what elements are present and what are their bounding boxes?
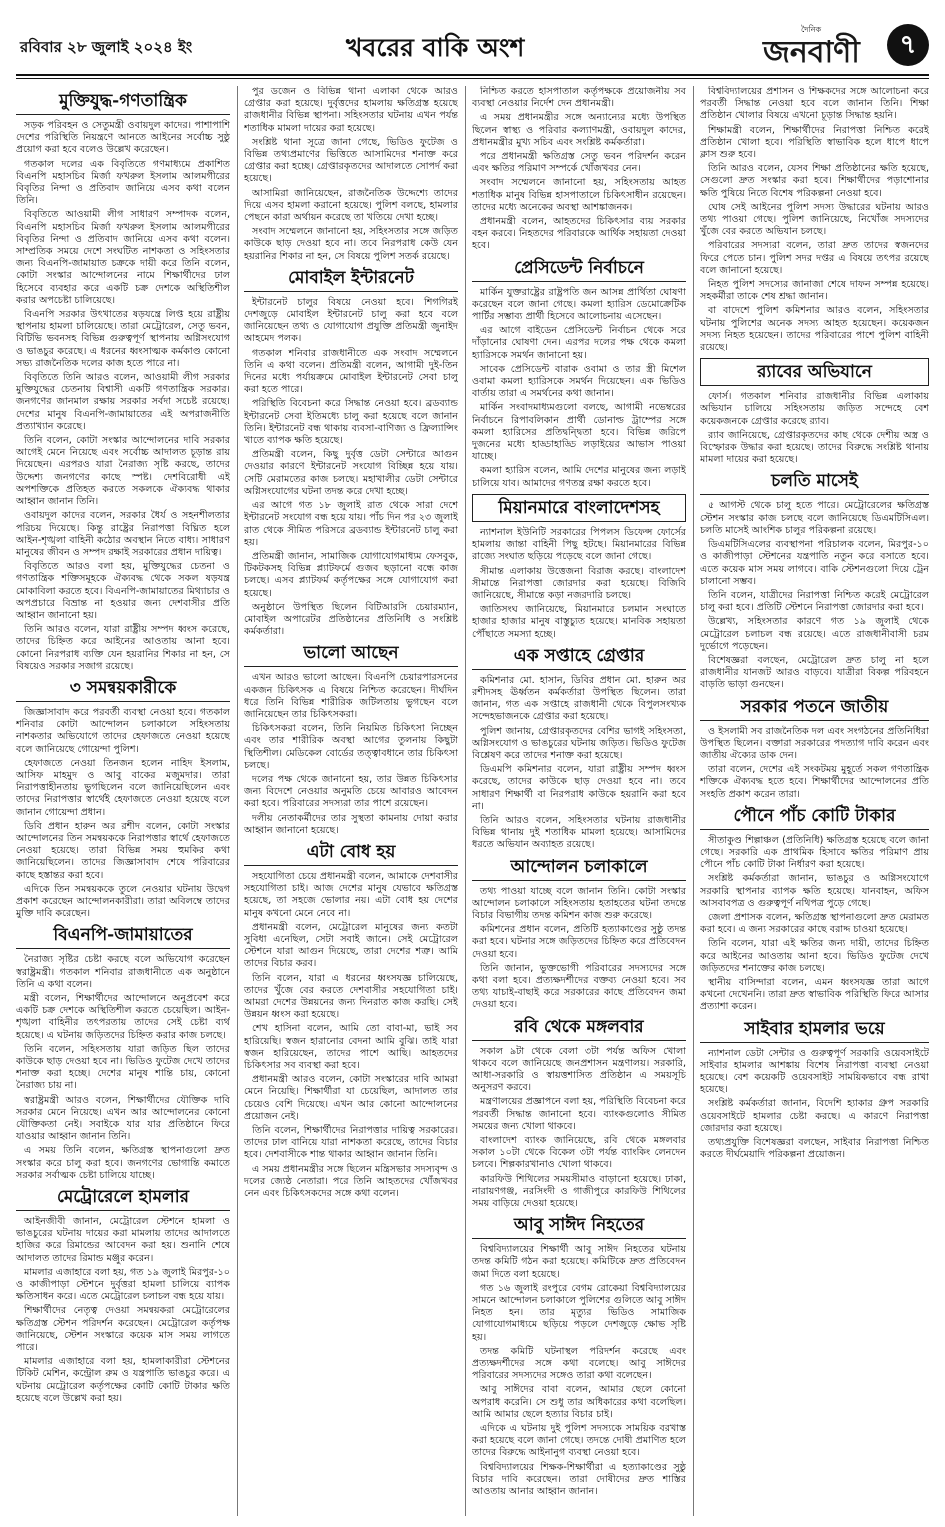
article-paragraph: তিনি আরও বলেন, যারা রাষ্ট্রীয় সম্পদ ধ্বংস করেছে, তাদের চিহ্নিত করে আইনের আওতায় আনা হবে। কোনো নিরপরাধ ব্যক্তি যেন হয়রানির শিকার না হন, সে বিষয়েও সরকার সজাগ রয়েছে। xyxy=(16,624,230,672)
article-paragraph: পরিস্থিতি বিবেচনা করে সিদ্ধান্ত নেওয়া হবে। ব্রডব্যান্ড ইন্টারনেট সেবা ইতিমধ্যে চালু করা হয়েছে বলে জানান তিনি। ইন্টারনেট বন্ধ থাকায় ব্যবসা-বাণিজ্য ও ফ্রিল্যান্সিং খাতে ব্যাপক ক্ষতি হয়েছে। xyxy=(244,398,458,447)
article-paragraph: এর আগে বাইডেন প্রেসিডেন্ট নির্বাচন থেকে সরে দাঁড়ানোর ঘোষণা দেন। এরপর দলের পক্ষ থেকে কমলা হ্যারিসকে সমর্থন জানানো হয়। xyxy=(472,325,686,361)
article xyxy=(700,202,929,304)
article-paragraph: সংশ্লিষ্ট থানা সূত্রে জানা গেছে, ভিডিও ফুটেজ ও বিভিন্ন তথ্যপ্রমাণের ভিত্তিতে আসামিদের শনাক্ত করে গ্রেপ্তার করা হচ্ছে। গ্রেপ্তারকৃতদের আদালতে সোপর্দ করা হয়েছে। xyxy=(244,136,458,185)
article-paragraph: উল্লেখ্য, সহিংসতার কারণে গত ১৯ জুলাই থেকে মেট্রোরেল চলাচল বন্ধ রয়েছে। এতে রাজধানীবাসী চরম দুর্ভোগে পড়েছেন। xyxy=(700,616,929,652)
article-paragraph: সড়ক পরিবহন ও সেতুমন্ত্রী ওবায়দুল কাদের। পাশাপাশি দেশের পরিস্থিতি নিয়ন্ত্রণে আনতে আইনের সর্বোচ্চ সুষ্ঠু প্রয়োগ করা হবে বলেও উল্লেখ করেছেন। xyxy=(16,120,230,156)
article-body xyxy=(700,500,929,691)
article-headline: মিয়ানমারে বাংলাদেশসহ xyxy=(472,494,686,522)
article-paragraph: সহযোগিতা চেয়ে প্রধানমন্ত্রী বলেন, আমাকে দেশবাসীর সহযোগিতা চাই। আজ দেশের মানুষ যেভাবে ক্ষতিগ্রস্ত হয়েছে, তা সহজে ভোলার নয়। এটা বোধ হয় দেশের মানুষ কখনো মেনে নেবে না। xyxy=(244,870,458,919)
logo-text: জনবাণী xyxy=(763,35,860,68)
article-paragraph: তিনি বলেন, যারা এই ক্ষতির জন্য দায়ী, তাদের চিহ্নিত করে আইনের আওতায় আনা হবে। ভিডিও ফুটেজ দেখে জড়িতদের শনাক্তের কাজ চলছে। xyxy=(700,938,929,974)
article xyxy=(700,805,929,1014)
article xyxy=(16,924,230,1182)
article-paragraph: গত ১৬ জুলাই রংপুরে বেগম রোকেয়া বিশ্ববিদ্যালয়ের সামনে আন্দোলন চলাকালে পুলিশের গুলিতে আবু সাঈদ নিহত হন। তার মৃত্যুর ভিডিও সামাজিক যোগাযোগমাধ্যমে ছড়িয়ে পড়লে দেশজুড়ে ক্ষোভ সৃষ্টি হয়। xyxy=(472,1282,686,1343)
article-paragraph: দলের পক্ষ থেকে জানানো হয়, তার উন্নত চিকিৎসার জন্য বিদেশে নেওয়ার অনুমতি চেয়ে আবারও আবেদন করা হবে। পরিবারের সদস্যরা তার পাশে রয়েছেন। xyxy=(244,773,458,810)
article-paragraph: স্বরাষ্ট্রমন্ত্রী আরও বলেন, শিক্ষার্থীদের যৌক্তিক দাবি সরকার মেনে নিয়েছে। এখন আর আন্দোলনের কোনো যৌক্তিকতা নেই। সবাইকে যার যার প্রতিষ্ঠানে ফিরে যাওয়ার আহ্বান জানান তিনি। xyxy=(16,1094,230,1143)
article-paragraph: সকাল ৯টা থেকে বেলা ৩টা পর্যন্ত অফিস খোলা থাকবে বলে জানিয়েছে জনপ্রশাসন মন্ত্রণালয়। সরকারি, আধা-সরকারি ও স্বায়ত্তশাসিত প্রতিষ্ঠান এ সময়সূচি অনুসরণ করবে। xyxy=(472,1045,686,1094)
masthead xyxy=(16,22,929,72)
article-body xyxy=(16,707,230,920)
article-paragraph: মামলার এজাহারে বলা হয়, গত ১৯ জুলাই মিরপুর-১০ ও কাজীপাড়া স্টেশনে দুর্বৃত্তরা হামলা চালিয়ে ব্যাপক ক্ষতিসাধন করে। এতে মেট্রোরেল চলাচল বন্ধ হয়ে যায়। xyxy=(16,1266,230,1303)
article-paragraph: নৈরাজ্য সৃষ্টির চেষ্টা করছে বলে অভিযোগ করেছেন স্বরাষ্ট্রমন্ত্রী। গতকাল শনিবার রাজধানীতে এক অনুষ্ঠানে তিনি এ কথা বলেন। xyxy=(16,954,230,990)
article-headline: র‍্যাবের অভিযানে xyxy=(700,358,929,386)
column-2 xyxy=(244,86,458,1516)
article-body xyxy=(472,1046,686,1211)
article-headline: চলতি মাসেই xyxy=(700,470,929,495)
article-paragraph: প্রতিমন্ত্রী জানান, সামাজিক যোগাযোগমাধ্যম ফেসবুক, টিকটকসহ বিভিন্ন প্ল্যাটফর্মে গুজব ছড়ানো বন্ধে কাজ চলছে। এসব প্ল্যাটফর্ম কর্তৃপক্ষের সঙ্গে যোগাযোগ করা হয়েছে। xyxy=(244,550,458,599)
article-paragraph: মার্কিন সংবাদমাধ্যমগুলো বলছে, আগামী নভেম্বরের নির্বাচনে রিপাবলিকান প্রার্থী ডোনাল্ড ট্রাম্পের সঙ্গে কমলা হ্যারিসের প্রতিদ্বন্দ্বিতা হবে। বিভিন্ন জরিপে দুজনের মধ্যে হাড্ডাহাড্ডি লড়াইয়ের আভাস পাওয়া যাচ্ছে। xyxy=(472,402,686,463)
article-headline: মোবাইল ইন্টারনেট xyxy=(244,267,458,292)
article-paragraph: এ সময় প্রধানমন্ত্রীর সঙ্গে অন্যান্যের মধ্যে উপস্থিত ছিলেন স্বাস্থ্য ও পরিবার কল্যাণমন্ত্রী, ওবায়দুল কাদের, প্রধানমন্ত্রীর মুখ্য সচিব এবং সংশ্লিষ্ট কর্মকর্তারা। xyxy=(472,112,686,148)
article-paragraph: তারা বলেন, দেশের এই সংকটময় মুহূর্তে সকল গণতান্ত্রিক শক্তিকে ঐক্যবদ্ধ হতে হবে। শিক্ষার্থীদের আন্দোলনের প্রতি সংহতি প্রকাশ করেন তারা। xyxy=(700,764,929,800)
article-paragraph: নিহত পুলিশ সদস্যের জানাজা শেষে দাফন সম্পন্ন হয়েছে। সহকর্মীরা তাকে শেষ শ্রদ্ধা জানান। xyxy=(700,279,929,303)
article-paragraph: গতকাল শনিবার রাজধানীতে এক সংবাদ সম্মেলনে তিনি এ কথা বলেন। প্রতিমন্ত্রী বলেন, আগামী দুই-তিন দিনের মধ্যে পর্যায়ক্রমে মোবাইল ইন্টারনেট সেবা চালু করা হতে পারে। xyxy=(244,347,458,396)
article xyxy=(472,856,686,1012)
article-body xyxy=(472,527,686,641)
logo-graphic xyxy=(761,22,881,68)
article-body xyxy=(244,297,458,638)
article xyxy=(472,1016,686,1211)
article-paragraph: সংশ্লিষ্ট কর্মকর্তারা জানান, ভাঙচুর ও অগ্নিসংযোগে সরকারি স্থাপনার ব্যাপক ক্ষতি হয়েছে। যানবাহন, অফিস আসবাবপত্র ও গুরুত্বপূর্ণ নথিপত্র পুড়ে গেছে। xyxy=(700,873,929,909)
article-paragraph: গতকাল দলের এক বিবৃতিতে গণমাধ্যমে প্রকাশিত বিএনপি মহাসচিব মির্জা ফখরুল ইসলাম আলমগীরের বিবৃতির নিন্দা ও প্রতিবাদ জানিয়ে এসব কথা বলেন তিনি। xyxy=(16,158,230,207)
article-paragraph: তিনি বলেন, যারা এ ধরনের ধ্বংসযজ্ঞ চালিয়েছে, তাদের খুঁজে বের করতে দেশবাসীর সহযোগিতা চাই। আমরা দেশের উন্নয়নের জন্য দিনরাত কাজ করছি। সেই উন্নয়ন ধ্বংস করা হয়েছে। xyxy=(244,972,458,1021)
article-body xyxy=(16,1216,230,1405)
article-paragraph: এখন আরও ভালো আছেন। বিএনপি চেয়ারপারসনের একজন চিকিৎসক এ বিষয়ে নিশ্চিত করেছেন। দীর্ঘদিন ধরে তিনি বিভিন্ন শারীরিক জটিলতায় ভুগছেন বলে জানিয়েছেন তার চিকিৎসকরা। xyxy=(244,672,458,720)
article-paragraph: আসামিরা জানিয়েছেন, রাজনৈতিক উদ্দেশ্যে তাদের দিয়ে এসব হামলা করানো হয়েছে। পুলিশ বলছে, হামলার পেছনে কারা অর্থায়ন করেছে তা খতিয়ে দেখা হচ্ছে। xyxy=(244,187,458,224)
article-body xyxy=(700,835,929,1014)
article-body xyxy=(472,886,686,1012)
article xyxy=(472,1214,686,1498)
article-headline: আবু সাঈদ নিহতের xyxy=(472,1214,686,1239)
article-paragraph: তদন্ত কমিটি ঘটনাস্থল পরিদর্শন করেছে এবং প্রত্যক্ষদর্শীদের সঙ্গে কথা বলেছে। আবু সাঈদের পরিবারের সদস্যদের সঙ্গেও তারা কথা বলেছেন। xyxy=(472,1345,686,1382)
article-paragraph: তিনি বলেন, শিক্ষার্থীদের নিরাপত্তার দায়িত্ব সরকারের। তাদের ঢাল বানিয়ে যারা নাশকতা করেছে, তাদের বিচার হবে। দেশবাসীকে শান্ত থাকার আহ্বান জানান তিনি। xyxy=(244,1125,458,1161)
article-paragraph: পুলিশ জানায়, গ্রেপ্তারকৃতদের বেশির ভাগই সহিংসতা, অগ্নিসংযোগ ও ভাঙচুরের ঘটনায় জড়িত। ভিডিও ফুটেজ বিশ্লেষণ করে তাদের শনাক্ত করা হয়েছে। xyxy=(472,725,686,761)
article-paragraph: কারফিউ শিথিলের সময়সীমাও বাড়ানো হয়েছে। ঢাকা, নারায়ণগঞ্জ, নরসিংদী ও গাজীপুরে কারফিউ শিথিলের সময় বাড়িয়ে দেওয়া হয়েছে। xyxy=(472,1173,686,1210)
article xyxy=(16,677,230,920)
article-paragraph: প্রতিমন্ত্রী বলেন, কিছু দুর্বৃত্ত ডেটা সেন্টারে আগুন দেওয়ার কারণে ইন্টারনেট সংযোগ বিচ্ছিন্ন হয়ে যায়। সেটি মেরামতের কাজ চলছে। মহাখালীর ডেটা সেন্টারে অগ্নিসংযোগের ঘটনা তদন্ত করে দেখা হচ্ছে। xyxy=(244,449,458,497)
article-paragraph: বা বাদেশে পুলিশ কমিশনার আরও বলেন, সহিংসতার ঘটনায় পুলিশের অনেক সদস্য আহত হয়েছেন। কয়েকজন সদস্য নিহত হয়েছেন। তাদের পরিবারের পাশে পুলিশ বাহিনী রয়েছে। xyxy=(700,305,929,354)
article xyxy=(472,177,686,252)
article-headline: ৩ সমন্বয়কারীকে xyxy=(16,677,230,702)
article-paragraph: কমলা হ্যারিস বলেন, আমি দেশের মানুষের জন্য লড়াই চালিয়ে যাব। আমাদের গণতন্ত্র রক্ষা করতে হবে। xyxy=(472,465,686,489)
article-paragraph: বিশ্ববিদ্যালয়ের প্রশাসন ও শিক্ষকদের সঙ্গে আলোচনা করে পরবর্তী সিদ্ধান্ত নেওয়া হবে বলে জানান তিনি। শিক্ষা প্রতিষ্ঠান খোলার বিষয়ে এখনো চূড়ান্ত সিদ্ধান্ত হয়নি। xyxy=(700,86,929,122)
article xyxy=(16,1186,230,1405)
article-paragraph: ন্যাশনাল ডেটা সেন্টার ও গুরুত্বপূর্ণ সরকারি ওয়েবসাইটে সাইবার হামলার আশঙ্কায় বিশেষ নিরাপত্তা ব্যবস্থা নেওয়া হয়েছে। বেশ কয়েকটি ওয়েবসাইট সাময়িকভাবে বন্ধ রাখা হয়েছে। xyxy=(700,1047,929,1096)
article xyxy=(244,267,458,638)
article-paragraph: ও ইসলামী সব রাজনৈতিক দল এবং সংগঠনের প্রতিনিধিরা উপস্থিত ছিলেন। বক্তারা সরকারের পদত্যাগ দাবি করেন এবং জাতীয় ঐক্যের ডাক দেন। xyxy=(700,725,929,761)
article-paragraph: ফোর্স। গতকাল শনিবার রাজধানীর বিভিন্ন এলাকায় অভিযান চালিয়ে সহিংসতায় জড়িত সন্দেহে বেশ কয়েকজনকে গ্রেপ্তার করেছে র‍্যাব। xyxy=(700,391,929,427)
column-divider xyxy=(465,86,466,1516)
article-headline: রবি থেকে মঙ্গলবার xyxy=(472,1016,686,1041)
article-headline: প্রেসিডেন্ট নির্বাচনে xyxy=(472,257,686,282)
article-paragraph: ডিএমপি কমিশনার বলেন, যারা রাষ্ট্রীয় সম্পদ ধ্বংস করেছে, তাদের কাউকে ছাড় দেওয়া হবে না। তবে সাধারণ শিক্ষার্থী বা নিরপরাধ কাউকে হয়রানি করা হবে না। xyxy=(472,764,686,812)
article-paragraph: তিনি জানান, ভুক্তভোগী পরিবারের সদস্যদের সঙ্গে কথা বলা হবে। প্রত্যক্ষদর্শীদের বক্তব্য নেওয়া হবে। সব তথ্য যাচাই-বাছাই করে সরকারের কাছে প্রতিবেদন জমা দেওয়া হবে। xyxy=(472,962,686,1011)
article-paragraph: বিএনপি সরকার উৎখাতের ষড়যন্ত্রে লিপ্ত হয়ে রাষ্ট্রীয় স্থাপনায় হামলা চালিয়েছে। তারা মেট্রোরেল, সেতু ভবন, বিটিভি ভবনসহ বিভিন্ন গুরুত্বপূর্ণ স্থাপনায় অগ্নিসংযোগ ও ভাঙচুর করেছে। এ ধরনের ধ্বংসাত্মক কর্মকাণ্ড কোনো সভ্য রাজনৈতিক দলের কাজ হতে পারে না। xyxy=(16,309,230,369)
newspaper-logo xyxy=(761,22,881,68)
article-paragraph: দলীয় নেতাকর্মীদের তার সুস্থতা কামনায় দোয়া করার আহ্বান জানানো হয়েছে। xyxy=(244,812,458,836)
article-paragraph: বিশেষজ্ঞরা বলছেন, মেট্রোরেল দ্রুত চালু না হলে রাজধানীর যানজট আরও বাড়বে। যাত্রীরা বিকল্প পরিবহনে বাড়তি ভাড়া গুনছেন। xyxy=(700,654,929,691)
article-paragraph: ডিএমটিসিএলের ব্যবস্থাপনা পরিচালক বলেন, মিরপুর-১০ ও কাজীপাড়া স্টেশনের যন্ত্রপাতি নতুন করে বসাতে হবে। এতে কয়েক মাস সময় লাগবে। বাকি স্টেশনগুলো দিয়ে ট্রেন চালানো সম্ভব। xyxy=(700,539,929,587)
article-body xyxy=(244,871,458,1200)
article-headline: সাইবার হামলার ভয়ে xyxy=(700,1018,929,1043)
article-paragraph: আবু সাঈদের বাবা বলেন, আমার ছেলে কোনো অপরাধ করেনি। সে শুধু তার অধিকারের কথা বলেছিল। আমি আমার ছেলে হত্যার বিচার চাই। xyxy=(472,1384,686,1420)
article-paragraph: মার্কিন যুক্তরাষ্ট্রের রাষ্ট্রপতি জন আসন্ন প্রার্থিতা ঘোষণা করেছেন বলে জানা গেছে। কমলা হ্যারিস ডেমোক্রেটিক পার্টির সম্ভাব্য প্রার্থী হিসেবে আলোচনায় এসেছেন। xyxy=(472,286,686,323)
article-paragraph: শিক্ষার্থীদের নেতৃত্ব দেওয়া সমন্বয়করা মেট্রোরেলের ক্ষতিগ্রস্ত স্টেশন পরিদর্শন করেছেন। মেট্রোরেল কর্তৃপক্ষ জানিয়েছে, স্টেশন সংস্কারে কয়েক মাস সময় লাগতে পারে। xyxy=(16,1305,230,1354)
column-divider xyxy=(237,86,238,1516)
article xyxy=(244,642,458,837)
column-4 xyxy=(700,86,929,1516)
article-paragraph: ঘোষ সেই আইনের পুলিশ সদস্য উদ্ধারের ঘটনায় আরও তথ্য পাওয়া গেছে। পুলিশ জানিয়েছে, নিখোঁজ সদস্যদের খুঁজে বের করতে অভিযান চলছে। xyxy=(700,201,929,238)
article-paragraph: প্রধানমন্ত্রী বলেন, আহতদের চিকিৎসার ব্যয় সরকার বহন করবে। নিহতদের পরিবারকে আর্থিক সহায়তা দেওয়া হবে। xyxy=(472,216,686,252)
article-headline: বিএনপি-জামায়াতের xyxy=(16,924,230,949)
column-3 xyxy=(472,86,686,1516)
article-paragraph: মন্ত্রণালয়ের প্রজ্ঞাপনে বলা হয়, পরিস্থিতি বিবেচনা করে পরবর্তী সিদ্ধান্ত জানানো হবে। ব্যাংকগুলোও সীমিত সময়ের জন্য খোলা থাকবে। xyxy=(472,1096,686,1132)
section-title: খবরের বাকি অংশ xyxy=(346,33,525,62)
column-1 xyxy=(16,86,230,1516)
article-paragraph: এর আগে গত ১৮ জুলাই রাত থেকে সারা দেশে ইন্টারনেট সংযোগ বন্ধ হয়ে যায়। পাঁচ দিন পর ২৩ জুলাই রাত থেকে সীমিত পরিসরে ব্রডব্যান্ড ইন্টারনেট চালু করা হয়। xyxy=(244,500,458,548)
article-paragraph: পুর ডজেন ও বিভিন্ন থানা এলাকা থেকে আরও গ্রেপ্তার করা হয়েছে। দুর্বৃত্তদের হামলায় ক্ষতিগ্রস্ত হয়েছে রাজধানীর বিভিন্ন স্থাপনা। সহিংসতার ঘটনায় এখন পর্যন্ত শতাধিক মামলা দায়ের করা হয়েছে। xyxy=(244,86,458,134)
article-headline: আন্দোলন চলাকালে xyxy=(472,856,686,881)
article xyxy=(700,470,929,691)
article-body xyxy=(472,675,686,852)
article-headline: এক সপ্তাহে গ্রেপ্তার xyxy=(472,645,686,670)
article xyxy=(472,86,686,175)
article-headline: পৌনে পাঁচ কোটি টাকার xyxy=(700,805,929,830)
article-body xyxy=(16,954,230,1182)
article-paragraph: র‍্যাব জানিয়েছে, গ্রেপ্তারকৃতদের কাছ থেকে দেশীয় অস্ত্র ও বিস্ফোরক উদ্ধার করা হয়েছে। তাদের বিরুদ্ধে সংশ্লিষ্ট থানায় মামলা দায়ের করা হয়েছে। xyxy=(700,429,929,466)
article xyxy=(244,841,458,1200)
article-paragraph: ওবায়দুল কাদের বলেন, সরকার ধৈর্য ও সহনশীলতার পরিচয় দিয়েছে। কিন্তু রাষ্ট্রের নিরাপত্তা বিঘ্নিত হলে আইন-শৃঙ্খলা বাহিনী কঠোর অবস্থান নিতে বাধ্য। সাধারণ মানুষের জীবন ও সম্পদ রক্ষাই সরকারের প্রধান দায়িত্ব। xyxy=(16,510,230,558)
article-paragraph: তিনি বলেন, যাত্রীদের নিরাপত্তা নিশ্চিত করেই মেট্রোরেল চালু করা হবে। প্রতিটি স্টেশনে নিরাপত্তা জোরদার করা হবে। xyxy=(700,589,929,614)
article-paragraph: তিনি আরও বলেন, যেসব শিক্ষা প্রতিষ্ঠানের ক্ষতি হয়েছে, সেগুলো দ্রুত সংস্কার করা হবে। শিক্ষার্থীদের পড়াশোনার ক্ষতি পুষিয়ে নিতে বিশেষ পরিকল্পনা নেওয়া হবে। xyxy=(700,163,929,199)
article-body xyxy=(700,202,929,304)
article-headline: এটা বোধ হয় xyxy=(244,841,458,866)
article-paragraph: তথ্য পাওয়া যাচ্ছে বলে জানান তিনি। কোটা সংস্কার আন্দোলন চলাকালে সহিংসতায় হতাহতের ঘটনা তদন্তে বিচার বিভাগীয় তদন্ত কমিশন কাজ শুরু করেছে। xyxy=(472,885,686,921)
masthead-rule-thin xyxy=(16,78,929,79)
article-paragraph: তিনি বলেন, সহিংসতায় যারা জড়িত ছিল তাদের কাউকে ছাড় দেওয়া হবে না। ভিডিও ফুটেজ দেখে তাদের শনাক্ত করা হচ্ছে। দেশের মানুষ শান্তি চায়, কোনো নৈরাজ্য চায় না। xyxy=(16,1043,230,1092)
article-body xyxy=(700,391,929,466)
article-paragraph: আইনজীবী জানান, মেট্রোরেল স্টেশনে হামলা ও ভাঙচুরের ঘটনায় দায়ের করা মামলায় তাদের আদালতে হাজির করে রিমান্ডের আবেদন করা হয়। শুনানি শেষে আদালত তাদের রিমান্ড মঞ্জুর করেন। xyxy=(16,1216,230,1264)
article-paragraph: তিনি আরও বলেন, সহিংসতার ঘটনায় রাজধানীর বিভিন্ন থানায় দুই শতাধিক মামলা হয়েছে। আসামিদের ধরতে অভিযান অব্যাহত রয়েছে। xyxy=(472,814,686,851)
article-paragraph: নিশ্চিত করতে হাসপাতাল কর্তৃপক্ষকে প্রয়োজনীয় সব ব্যবস্থা নেওয়ার নির্দেশ দেন প্রধানমন্ত্রী। xyxy=(472,86,686,110)
article-paragraph: সংবাদ সম্মেলনে জানানো হয়, সহিংসতার সঙ্গে জড়িত কাউকে ছাড় দেওয়া হবে না। তবে নিরপরাধ কেউ যেন হয়রানির শিকার না হন, সে বিষয়ে পুলিশ সতর্ক রয়েছে। xyxy=(244,226,458,262)
issue-date: রবিবার ২৮ জুলাই ২০২৪ ইং xyxy=(20,38,193,56)
article-paragraph: জিজ্ঞাসাবাদ করে পরবর্তী ব্যবস্থা নেওয়া হবে। গতকাল শনিবার কোটা আন্দোলন চলাকালে সহিংসতায় নাশকতার অভিযোগে তাদের হেফাজতে নেওয়া হয়েছে বলে জানিয়েছে গোয়েন্দা পুলিশ। xyxy=(16,706,230,755)
masthead-rule-thick xyxy=(16,74,929,76)
article-paragraph: চিকিৎসকরা বলেন, তিনি নিয়মিত চিকিৎসা নিচ্ছেন এবং তার শারীরিক অবস্থা আগের তুলনায় কিছুটা স্থিতিশীল। মেডিকেল বোর্ডের তত্ত্বাবধানে তার চিকিৎসা চলছে। xyxy=(244,723,458,771)
article-body xyxy=(700,305,929,354)
article-headline: সরকার পতনে জাতীয় xyxy=(700,696,929,721)
article-paragraph: প্রধানমন্ত্রী বলেন, মেট্রোরেল মানুষের জন্য কতটা সুবিধা এনেছিল, সেটা সবাই জানে। সেই মেট্রোরেল স্টেশনে যারা আগুন দিয়েছে, তারা দেশের শত্রু। আমি তাদের বিচার করব। xyxy=(244,921,458,970)
article-paragraph: পরিবারের সদস্যরা বলেন, তারা দ্রুত তাদের স্বজনদের ফিরে পেতে চান। পুলিশ সদর দপ্তর এ বিষয়ে তৎপর রয়েছে বলে জানানো হয়েছে। xyxy=(700,240,929,276)
article-body xyxy=(472,287,686,490)
article-body xyxy=(700,1048,929,1162)
article-body xyxy=(472,177,686,252)
article-paragraph: সংবাদ সম্মেলনে জানানো হয়, সহিংসতায় আহত শতাধিক মানুষ বিভিন্ন হাসপাতালে চিকিৎসাধীন রয়েছেন। তাদের মধ্যে অনেকের অবস্থা আশঙ্কাজনক। xyxy=(472,177,686,213)
article xyxy=(472,494,686,641)
article xyxy=(700,358,929,466)
article-paragraph: ন্যাশনাল ইউনিটি সরকারের পিপলস ডিফেন্স ফোর্সের হামলায় জান্তা বাহিনী পিছু হটছে। মিয়ানমারের বিভিন্ন রাজ্যে সংঘাত ছড়িয়ে পড়েছে বলে জানা গেছে। xyxy=(472,526,686,563)
article-body xyxy=(700,86,929,200)
article-paragraph: পরে প্রধানমন্ত্রী ক্ষতিগ্রস্ত সেতু ভবন পরিদর্শন করেন এবং ক্ষতির পরিমাণ সম্পর্কে খোঁজখবর নেন। xyxy=(472,151,686,175)
article-paragraph: হেফাজতে নেওয়া তিনজন হলেন নাহিদ ইসলাম, আসিফ মাহমুদ ও আবু বাকের মজুমদার। তারা নিরাপত্তাহীনতায় ভুগছিলেন বলে জানিয়েছিলেন এবং তাদের নিরাপত্তার স্বার্থেই হেফাজতে নেওয়া হয়েছে বলে জানান গোয়েন্দা প্রধান। xyxy=(16,757,230,818)
article xyxy=(244,86,458,263)
article-paragraph: বিবৃতিতে আওয়ামী লীগ সাধারণ সম্পাদক বলেন, বিএনপি মহাসচিব মির্জা ফখরুল ইসলাম আলমগীরের বিবৃতির নিন্দা ও প্রতিবাদ জানিয়ে এসব কথা বলেন। সাম্প্রতিক সময়ে দেশে সংঘটিত নাশকতা ও সহিংসতার জন্য বিএনপি-জামায়াত চক্রকে দায়ী করে তিনি বলেন, কোটা সংস্কার আন্দোলনের নামে শিক্ষার্থীদের ঢাল হিসেবে ব্যবহার করে একটি চক্র দেশকে অস্থিতিশীল করার অপচেষ্টা চালিয়েছে। xyxy=(16,209,230,306)
article-body xyxy=(472,86,686,175)
article-paragraph: মামলার এজাহারে বলা হয়, হামলাকারীরা স্টেশনের টিকিট মেশিন, কন্ট্রোল রুম ও যন্ত্রপাতি ভাঙচুর করে। এ ঘটনায় মেট্রোরেল কর্তৃপক্ষের কোটি কোটি টাকার ক্ষতি হয়েছে বলে উল্লেখ করা হয়। xyxy=(16,1356,230,1404)
article-body xyxy=(16,120,230,673)
article-body xyxy=(472,1244,686,1498)
article-paragraph: বাংলাদেশ ব্যাংক জানিয়েছে, রবি থেকে মঙ্গলবার সকাল ১০টা থেকে বিকেল ৩টা পর্যন্ত ব্যাংকিং লেনদেন চলবে। শিল্পকারখানাও খোলা থাকবে। xyxy=(472,1135,686,1171)
article-paragraph: বিশ্ববিদ্যালয়ের শিক্ষক-শিক্ষার্থীরা এ হত্যাকাণ্ডের সুষ্ঠু বিচার দাবি করেছেন। তারা দোষীদের দ্রুত শাস্তির আওতায় আনার আহ্বান জানান। xyxy=(472,1461,686,1498)
article-paragraph: সীমান্ত এলাকায় উত্তেজনা বিরাজ করছে। বাংলাদেশ সীমান্তে নিরাপত্তা জোরদার করা হয়েছে। বিজিবি জানিয়েছে, সীমান্তে কড়া নজরদারি চলছে। xyxy=(472,565,686,601)
article-paragraph: জেলা প্রশাসক বলেন, ক্ষতিগ্রস্ত স্থাপনাগুলো দ্রুত মেরামত করা হবে। এ জন্য সরকারের কাছে বরাদ্দ চাওয়া হয়েছে। xyxy=(700,911,929,936)
article-paragraph: মন্ত্রী বলেন, শিক্ষার্থীদের আন্দোলনে অনুপ্রবেশ করে একটি চক্র দেশকে অস্থিতিশীল করতে চেয়েছিল। আইন-শৃঙ্খলা বাহিনীর তৎপরতায় তাদের সেই চেষ্টা ব্যর্থ হয়েছে। এ ঘটনায় জড়িতদের চিহ্নিত করার কাজ চলছে। xyxy=(16,993,230,1041)
article-headline: ভালো আছেন xyxy=(244,642,458,667)
article-paragraph: কমিশনের প্রধান বলেন, প্রতিটি হত্যাকাণ্ডের সুষ্ঠু তদন্ত করা হবে। ঘটনার সঙ্গে জড়িতদের চিহ্নিত করে প্রতিবেদন দেওয়া হবে। xyxy=(472,924,686,960)
article-paragraph: এদিকে তিন সমন্বয়ককে তুলে নেওয়ার ঘটনায় উদ্বেগ প্রকাশ করেছেন আন্দোলনকারীরা। তারা অবিলম্বে তাদের মুক্তি দাবি করেছেন। xyxy=(16,883,230,920)
article-paragraph: স্থানীয় বাসিন্দারা বলেন, এমন ধ্বংসযজ্ঞ তারা আগে কখনো দেখেননি। তারা দ্রুত স্বাভাবিক পরিস্থিতি ফিরে আসার প্রত্যাশা করেন। xyxy=(700,976,929,1013)
article-paragraph: জাতিসংঘ জানিয়েছে, মিয়ানমারে চলমান সংঘাতে হাজার হাজার মানুষ বাস্তুচ্যুত হয়েছে। মানবিক সহায়তা পৌঁছাতে সমস্যা হচ্ছে। xyxy=(472,604,686,640)
article xyxy=(472,645,686,852)
article-paragraph: বিশ্ববিদ্যালয়ের শিক্ষার্থী আবু সাঈদ নিহতের ঘটনায় তদন্ত কমিটি গঠন করা হয়েছে। কমিটিকে দ্রুত প্রতিবেদন জমা দিতে বলা হয়েছে। xyxy=(472,1244,686,1280)
article-paragraph: এ সময় প্রধানমন্ত্রীর সঙ্গে ছিলেন মন্ত্রিসভার সদস্যবৃন্দ ও দলের জ্যেষ্ঠ নেতারা। পরে তিনি আহতদের খোঁজখবর নেন এবং চিকিৎসকদের সঙ্গে কথা বলেন। xyxy=(244,1163,458,1200)
article-paragraph: ৫ আগস্ট থেকে চালু হতে পারে। মেট্রোরেলের ক্ষতিগ্রস্ত স্টেশন সংস্কার কাজ চলছে বলে জানিয়েছে ডিএমটিসিএল। চলতি মাসেই আংশিক চালুর পরিকল্পনা রয়েছে। xyxy=(700,500,929,536)
article-paragraph: এদিকে এ ঘটনায় দুই পুলিশ সদস্যকে সাময়িক বরখাস্ত করা হয়েছে বলে জানা গেছে। তদন্তে দোষী প্রমাণিত হলে তাদের বিরুদ্ধে আইনানুগ ব্যবস্থা নেওয়া হবে। xyxy=(472,1423,686,1459)
article xyxy=(700,86,929,200)
article-paragraph: সীতাকুণ্ড শিল্পাঞ্চল (প্রতিনিধি) ক্ষতিগ্রস্ত হয়েছে বলে জানা গেছে। সরকারি এক প্রাথমিক হিসাবে ক্ষতির পরিমাণ প্রায় পৌনে পাঁচ কোটি টাকা নির্ধারণ করা হয়েছে। xyxy=(700,834,929,871)
article-headline: মেট্রোরেলে হামলার xyxy=(16,1186,230,1211)
logo-small-text: দৈনিক xyxy=(801,25,822,34)
article xyxy=(472,257,686,490)
article xyxy=(700,1018,929,1162)
article-paragraph: তিনি বলেন, কোটা সংস্কার আন্দোলনের দাবি সরকার আগেই মেনে নিয়েছে এবং সর্বোচ্চ আদালত চূড়ান্ত রায় দিয়েছেন। এরপরও যারা নৈরাজ্য সৃষ্টি করছে, তাদের উদ্দেশ্য জনগণের কাছে স্পষ্ট। দেশবিরোধী এই অপশক্তিকে প্রতিহত করতে সকলকে ঐক্যবদ্ধ থাকার আহ্বান জানান তিনি। xyxy=(16,435,230,508)
article-paragraph: ইন্টারনেট চালুর বিষয়ে নেওয়া হবে। শিগগিরই দেশজুড়ে মোবাইল ইন্টারনেট চালু করা হবে বলে জানিয়েছেন তথ্য ও যোগাযোগ প্রযুক্তি প্রতিমন্ত্রী জুনাইদ আহমেদ পলক। xyxy=(244,296,458,345)
article xyxy=(16,90,230,673)
article-paragraph: কমিশনার মো. হাসান, ডিবির প্রধান মো. হারুন অর রশীদসহ ঊর্ধ্বতন কর্মকর্তারা উপস্থিত ছিলেন। তারা জানান, গত এক সপ্তাহে রাজধানী থেকে বিপুলসংখ্যক সন্দেহভাজনকে গ্রেপ্তার করা হয়েছে। xyxy=(472,674,686,723)
article-body xyxy=(244,86,458,263)
article-paragraph: বিবৃতিতে তিনি আরও বলেন, আওয়ামী লীগ সরকার মুক্তিযুদ্ধের চেতনায় বিশ্বাসী একটি গণতান্ত্রিক সরকার। জনগণের জানমাল রক্ষায় সরকার সর্বদা সচেষ্ট রয়েছে। দেশের মানুষ বিএনপি-জামায়াতের এই অপরাজনীতি প্রত্যাখ্যান করেছে। xyxy=(16,372,230,432)
article-paragraph: শিক্ষামন্ত্রী বলেন, শিক্ষার্থীদের নিরাপত্তা নিশ্চিত করেই প্রতিষ্ঠান খোলা হবে। পরিস্থিতি স্বাভাবিক হলে ধাপে ধাপে ক্লাস শুরু হবে। xyxy=(700,124,929,161)
article-headline: মুক্তিযুদ্ধ-গণতান্ত্রিক xyxy=(16,90,230,115)
article-paragraph: অনুষ্ঠানে উপস্থিত ছিলেন বিটিআরসি চেয়ারম্যান, মোবাইল অপারেটর প্রতিষ্ঠানের প্রতিনিধি ও সংশ্লিষ্ট কর্মকর্তারা। xyxy=(244,601,458,638)
article xyxy=(700,696,929,801)
article-body xyxy=(244,672,458,837)
article-paragraph: এ সময় তিনি বলেন, ক্ষতিগ্রস্ত স্থাপনাগুলো দ্রুত সংস্কার করে চালু করা হবে। জনগণের ভোগান্তি কমাতে সরকার সর্বাত্মক চেষ্টা চালিয়ে যাচ্ছে। xyxy=(16,1145,230,1181)
article-paragraph: শেখ হাসিনা বলেন, আমি তো বাবা-মা, ভাই সব হারিয়েছি। স্বজন হারানোর বেদনা আমি বুঝি। তাই যারা স্বজন হারিয়েছেন, তাদের পাশে আছি। আহতদের চিকিৎসার সব ব্যবস্থা করা হবে। xyxy=(244,1023,458,1072)
article-paragraph: প্রধানমন্ত্রী আরও বলেন, কোটা সংস্কারের দাবি আমরা মেনে নিয়েছি। শিক্ষার্থীরা যা চেয়েছিল, আদালত তার চেয়েও বেশি দিয়েছে। এখন আর কোনো আন্দোলনের প্রয়োজন নেই। xyxy=(244,1074,458,1122)
article-paragraph: সাবেক প্রেসিডেন্ট বারাক ওবামা ও তার স্ত্রী মিশেল ওবামা কমলা হ্যারিসকে সমর্থন দিয়েছেন। এক ভিডিও বার্তায় তারা এ সমর্থনের কথা জানান। xyxy=(472,363,686,400)
column-divider xyxy=(693,86,694,1516)
article-paragraph: সংশ্লিষ্ট কর্মকর্তারা জানান, বিদেশি হ্যাকার গ্রুপ সরকারি ওয়েবসাইটে হামলার চেষ্টা করছে। এ কারণে নিরাপত্তা জোরদার করা হয়েছে। xyxy=(700,1098,929,1134)
page-number-badge: ৭ xyxy=(887,24,929,66)
article-paragraph: বিবৃতিতে আরও বলা হয়, মুক্তিযুদ্ধের চেতনা ও গণতান্ত্রিক শক্তিসমূহকে ঐক্যবদ্ধ থেকে সকল ষড়যন্ত্র মোকাবিলা করতে হবে। বিএনপি-জামায়াতের মিথ্যাচার ও অপপ্রচারে বিভ্রান্ত না হওয়ার জন্য দেশবাসীর প্রতি আহ্বান জানানো হয়। xyxy=(16,561,230,621)
article-paragraph: ডিবি প্রধান হারুন অর রশীদ বলেন, কোটা সংস্কার আন্দোলনের তিন সমন্বয়ককে নিরাপত্তার স্বার্থে হেফাজতে নেওয়া হয়েছে। তারা বিভিন্ন সময় হুমকির কথা জানিয়েছিলেন। তাদের জিজ্ঞাসাবাদ শেষে পরিবারের কাছে হস্তান্তর করা হবে। xyxy=(16,820,230,881)
article-paragraph: তথ্যপ্রযুক্তি বিশেষজ্ঞরা বলছেন, সাইবার নিরাপত্তা নিশ্চিত করতে দীর্ঘমেয়াদি পরিকল্পনা প্রয়োজন। xyxy=(700,1137,929,1161)
article xyxy=(700,305,929,354)
article-body xyxy=(700,726,929,801)
